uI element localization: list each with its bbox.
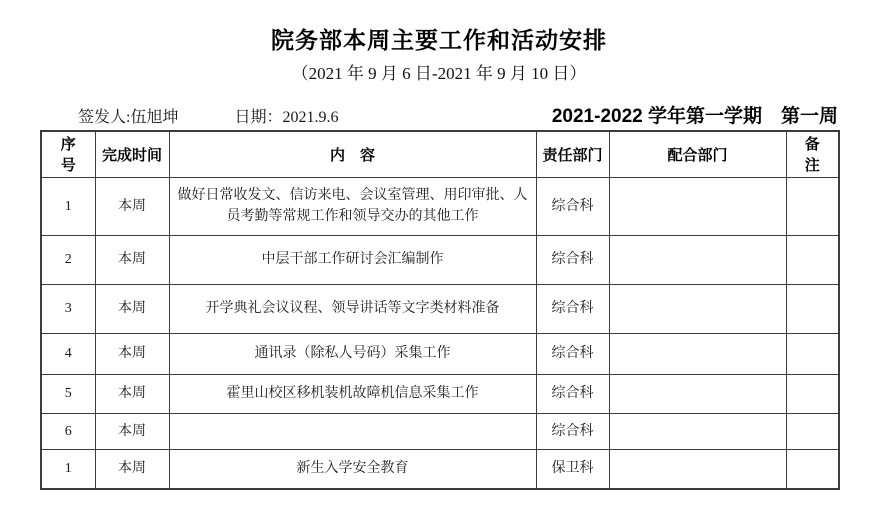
column-header: 内 容 xyxy=(169,131,536,177)
column-header: 序 号 xyxy=(41,131,95,177)
coop-dept-cell xyxy=(609,449,786,489)
content-cell: 做好日常收发文、信访来电、会议室管理、用印审批、人员考勤等常规工作和领导交办的其他工作 xyxy=(169,177,536,235)
document-sheet xyxy=(40,0,838,490)
coop-dept-cell xyxy=(609,374,786,413)
row-number-cell: 6 xyxy=(41,413,95,449)
dept-cell: 综合科 xyxy=(536,374,609,413)
content-cell xyxy=(169,413,536,449)
row-number-cell: 3 xyxy=(41,284,95,333)
table-header-row xyxy=(41,131,839,177)
content-cell: 新生入学安全教育 xyxy=(169,449,536,489)
note-cell xyxy=(786,284,839,333)
dept-cell: 综合科 xyxy=(536,284,609,333)
dept-cell: 综合科 xyxy=(536,333,609,374)
note-cell xyxy=(786,333,839,374)
column-header: 配合部门 xyxy=(609,131,786,177)
semester-week-text: 2021-2022 学年第一学期 第一周 xyxy=(551,106,838,127)
table-row xyxy=(41,177,839,235)
note-cell xyxy=(786,374,839,413)
note-cell xyxy=(786,413,839,449)
row-number-cell: 1 xyxy=(41,449,95,489)
content-cell: 中层干部工作研讨会汇编制作 xyxy=(169,235,536,284)
table-row xyxy=(41,235,839,284)
work-schedule-table xyxy=(40,130,840,490)
meta-row xyxy=(40,101,838,127)
row-number-cell: 1 xyxy=(41,177,95,235)
time-cell: 本周 xyxy=(95,333,169,374)
column-header: 完成时间 xyxy=(95,131,169,177)
table-body xyxy=(41,177,839,489)
time-cell: 本周 xyxy=(95,177,169,235)
coop-dept-cell xyxy=(609,333,786,374)
coop-dept-cell xyxy=(609,413,786,449)
time-cell: 本周 xyxy=(95,449,169,489)
dept-cell: 综合科 xyxy=(536,235,609,284)
content-cell: 霍里山校区移机装机故障机信息采集工作 xyxy=(169,374,536,413)
coop-dept-cell xyxy=(609,177,786,235)
row-number-cell: 5 xyxy=(41,374,95,413)
dept-cell: 综合科 xyxy=(536,177,609,235)
time-cell: 本周 xyxy=(95,235,169,284)
table-row xyxy=(41,374,839,413)
coop-dept-cell xyxy=(609,235,786,284)
page-title: 院务部本周主要工作和活动安排 xyxy=(271,27,607,53)
table-row xyxy=(41,449,839,489)
signer-text: 签发人:伍旭坤 xyxy=(78,109,179,126)
time-cell: 本周 xyxy=(95,374,169,413)
dept-cell: 保卫科 xyxy=(536,449,609,489)
note-cell xyxy=(786,449,839,489)
date-text: 日期：2021.9.6 xyxy=(234,109,339,126)
row-number-cell: 2 xyxy=(41,235,95,284)
table-row xyxy=(41,333,839,374)
note-cell xyxy=(786,177,839,235)
row-number-cell: 4 xyxy=(41,333,95,374)
table-row xyxy=(41,284,839,333)
coop-dept-cell xyxy=(609,284,786,333)
note-cell xyxy=(786,235,839,284)
dept-cell: 综合科 xyxy=(536,413,609,449)
content-cell: 开学典礼会议议程、领导讲话等文字类材料准备 xyxy=(169,284,536,333)
time-cell: 本周 xyxy=(95,284,169,333)
column-header: 备 注 xyxy=(786,131,839,177)
column-header: 责任部门 xyxy=(536,131,609,177)
page-subtitle: （2021 年 9 月 6 日-2021 年 9 月 10 日） xyxy=(291,64,587,83)
content-cell: 通讯录（除私人号码）采集工作 xyxy=(169,333,536,374)
table-row xyxy=(41,413,839,449)
time-cell: 本周 xyxy=(95,413,169,449)
